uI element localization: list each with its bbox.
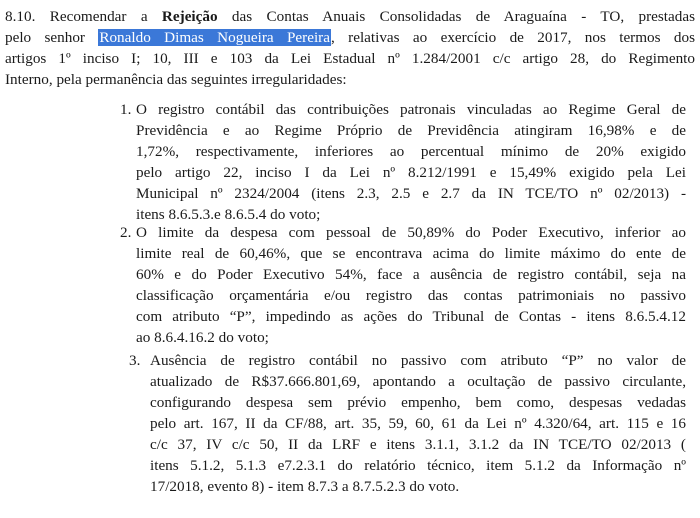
list-item-text: O limite da despesa com pessoal de 50,89% do Poder Executivo, inferior ao limite real de 60,46%, que se encontrava acima do limite máximo do ente de 60% e do Poder Executivo 54%, face a ausência de registro contábil, seja na classificação orçamentária e/ou registro das contas patrimoniais no passivo com atributo “P”, impedindo as ações do Tribunal de Contas - itens 8.6.5.4.12 ao 8.6.4.16.2 do voto; <box>136 224 686 346</box>
intro-line-4: Interno, pela permanência das seguintes irregularidades: <box>5 71 347 88</box>
intro-line-1: 8.10. Recomendar a Rejeição das Contas Anuais Consolidadas de Araguaína - TO, prestadas <box>5 8 695 25</box>
intro-line-3: artigos 1º inciso I; 10, III e 103 da Lei Estadual nº 1.284/2001 c/c artigo 28, do Regimento <box>5 50 695 67</box>
intro-paragraph <box>5 6 695 90</box>
list-item-number: 2. <box>120 224 132 241</box>
list-item-text: O registro contábil das contribuições patronais vinculadas ao Regime Geral de Previdência e ao Regime Próprio de Previdência atingiram 16,98% e de 1,72%, respectivamente, inferiores ao percentual mínimo de 20% exigido pelo artigo 22, inciso I da Lei nº 8.212/1991 e 15,49% exigido pela Lei Municipal nº 2324/2004 (itens 2.3, 2.5 e 2.7 da IN TCE/TO nº 02/2013) - itens 8.6.5.3.e 8.6.5.4 do voto; <box>136 101 686 223</box>
highlighted-name-selection[interactable]: Ronaldo Dimas Nogueira Pereira <box>99 29 330 46</box>
list-item-text: Ausência de registro contábil no passivo com atributo “P” no valor de atualizado de R$37.666.801,69, apontando a ocultação de passivo circulante, configurando despesa sem prévio empenho, bem como, despesas vedadas pelo art. 167, II da CF/88, art. 35, 59, 60, 61 da Lei nº 4.320/64, art. 115 e 16 c/c 37, IV c/c 50, II da LRF e itens 3.1.1, 3.1.2 da IN TCE/TO 02/2013 ( itens 5.1.2, 5.1.3 e7.2.3.1 do relatório técnico, item 5.1.2 da Informação nº 17/2018, evento 8) - item 8.7.3 a 8.7.5.2.3 do voto. <box>150 352 686 495</box>
list-item-number: 3. <box>129 352 141 369</box>
intro-line-2: pelo senhor Ronaldo Dimas Nogueira Pereira, relativas ao exercício de 2017, nos termos dos <box>5 29 696 46</box>
list-item-number: 1. <box>120 101 132 118</box>
rejection-term: Rejeição <box>161 8 218 25</box>
